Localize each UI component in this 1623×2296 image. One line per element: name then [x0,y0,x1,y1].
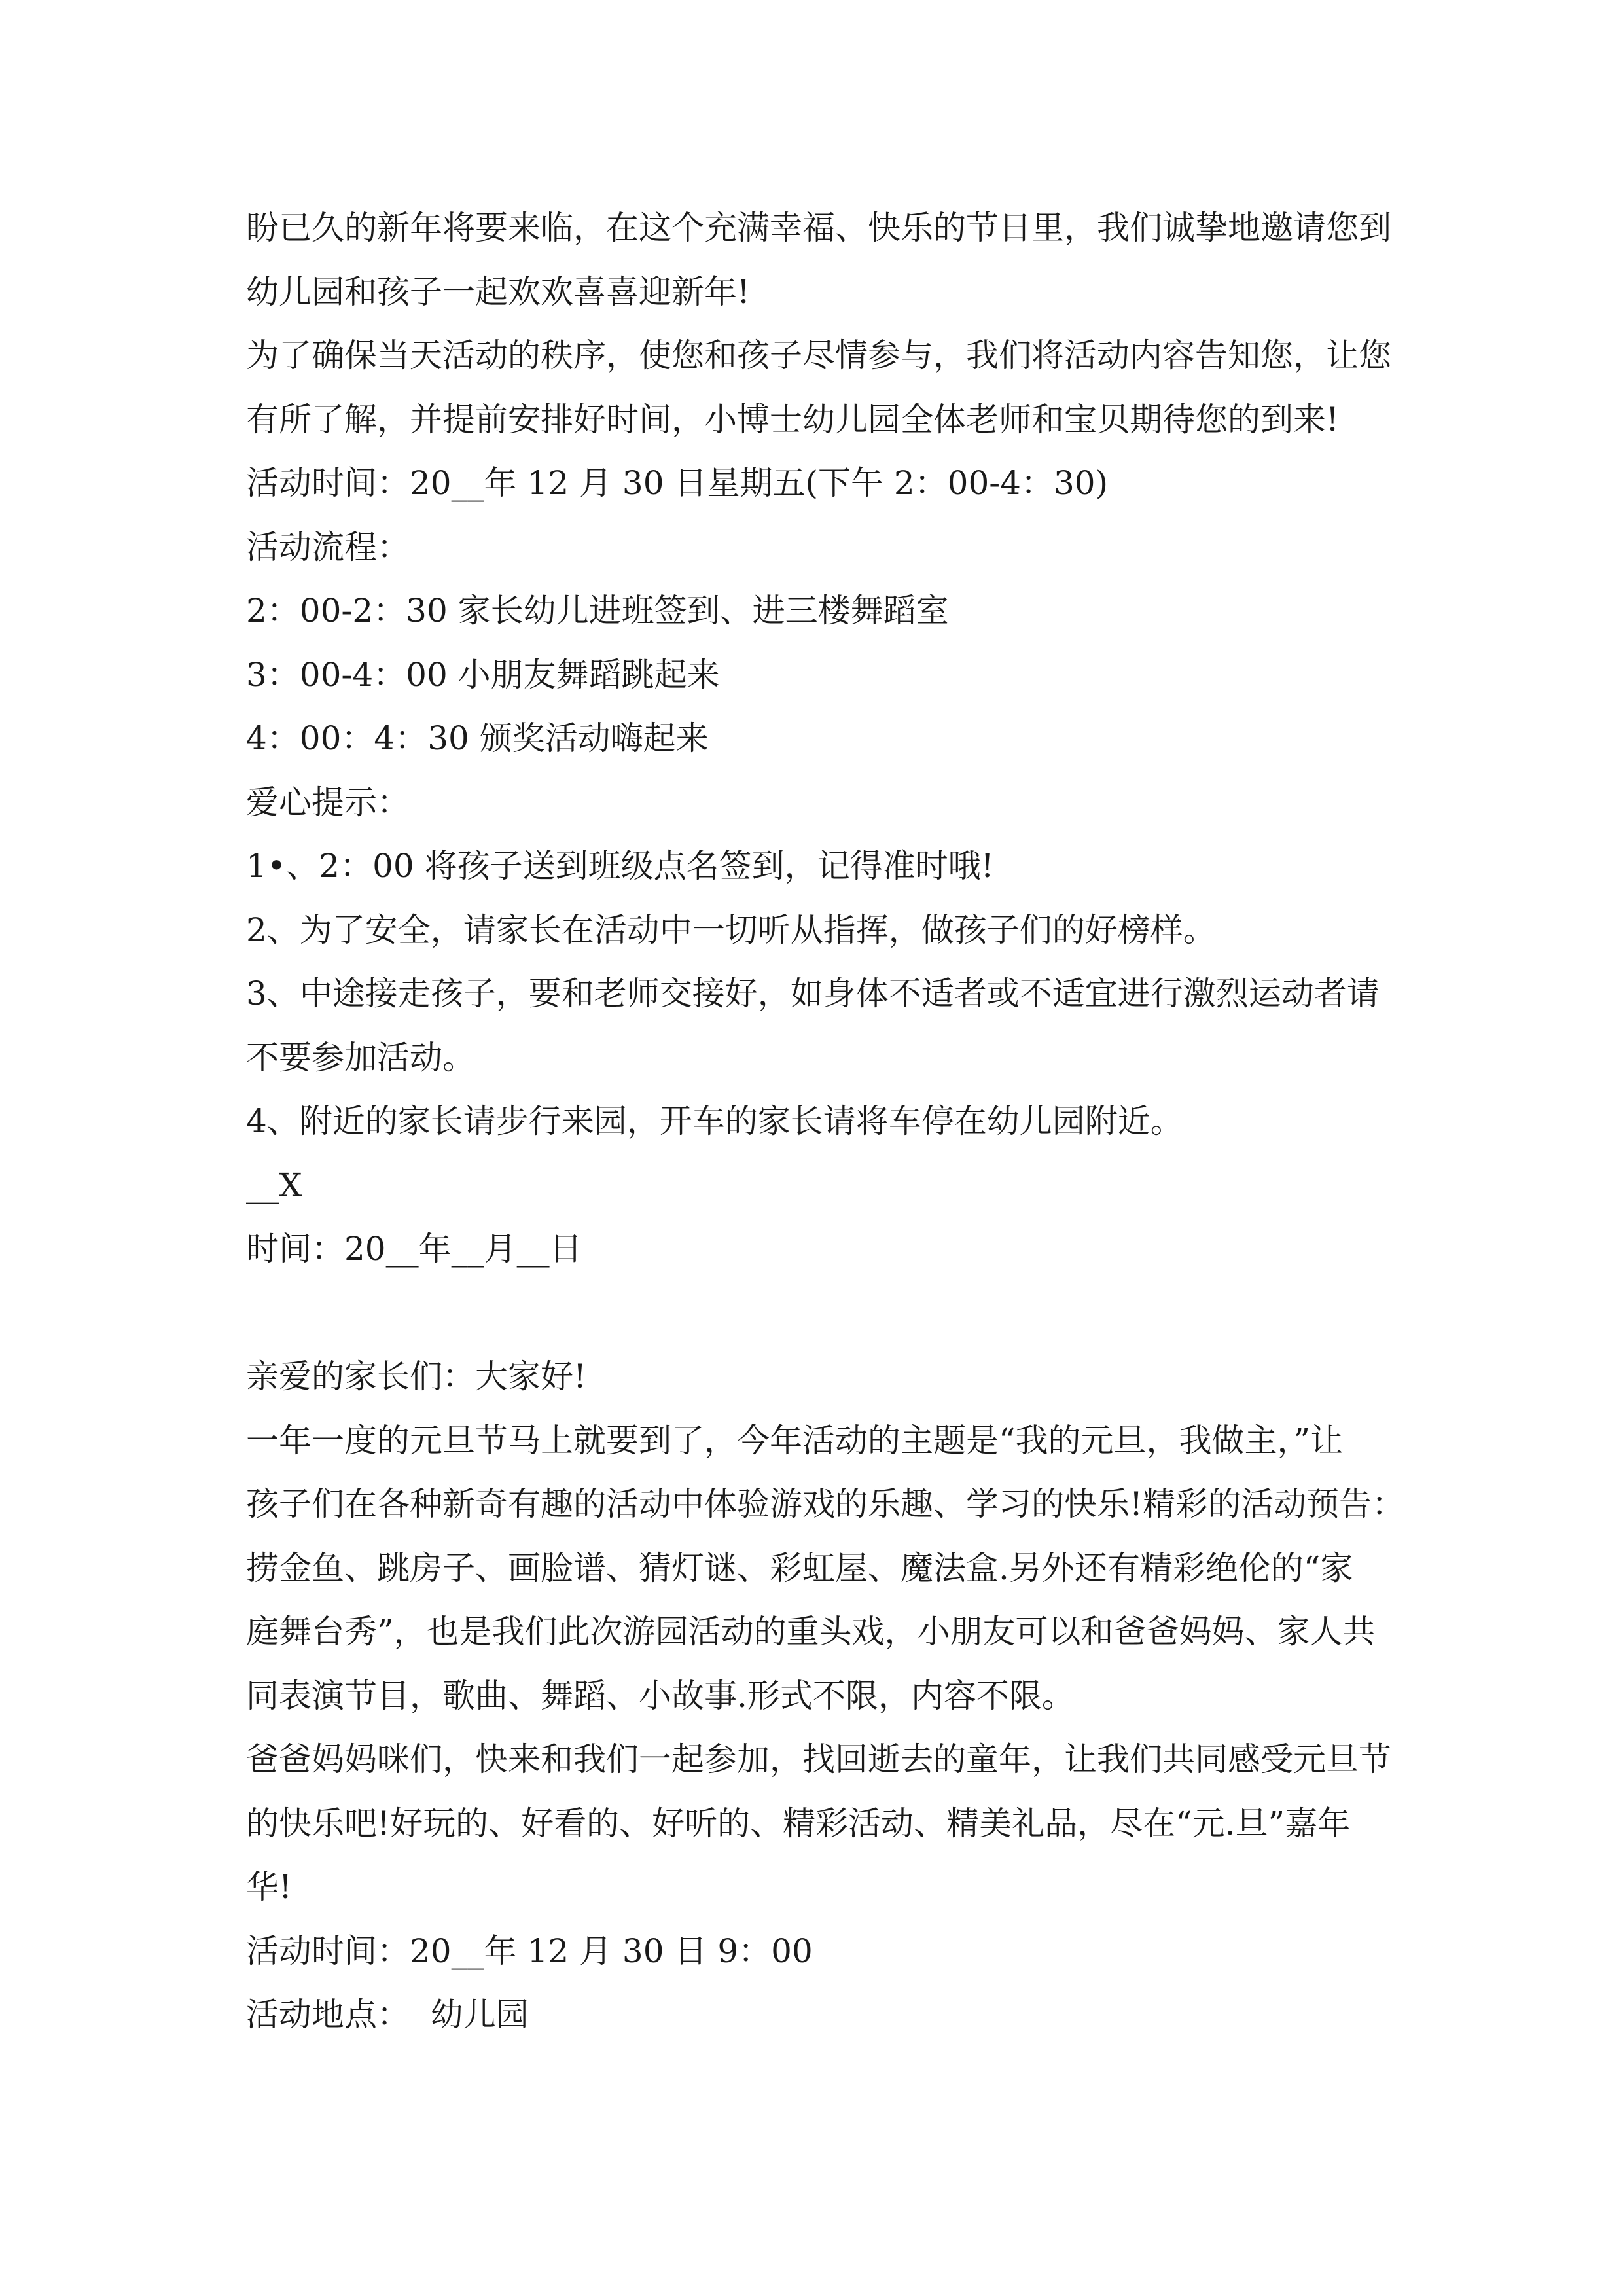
paragraph-line: 孩子们在各种新奇有趣的活动中体验游戏的乐趣、学习的快乐!精彩的活动预告： [246,1485,1405,1523]
paragraph-line: 同表演节目，歌曲、舞蹈、小故事.形式不限，内容不限。 [246,1676,1075,1715]
activity-time-line: 活动时间：20__年 12 月 30 日星期五(下午 2：00-4：30) [246,464,1109,502]
tip-item: 2、为了安全，请家长在活动中一切听从指挥，做孩子们的好榜样。 [246,910,1216,949]
paragraph-line: 庭舞台秀”，也是我们此次游园活动的重头戏，小朋友可以和爸爸妈妈、家人共 [246,1613,1376,1651]
paragraph-line: 幼儿园和孩子一起欢欢喜喜迎新年! [246,272,751,311]
greeting-line: 亲爱的家长们：大家好! [246,1357,587,1395]
section-gap [246,1282,1385,1346]
schedule-item: 3：00-4：00 小朋友舞蹈跳起来 [246,655,720,694]
tip-item: 3、中途接走孩子，要和老师交接好，如身体不适者或不适宜进行激烈运动者请 [246,975,1380,1013]
activity-time-line: 活动时间：20__年 12 月 30 日 9：00 [246,1931,813,1970]
tip-item: 1•、2：00 将孩子送到班级点名签到，记得准时哦! [246,847,994,885]
paragraph-line: 为了确保当天活动的秩序，使您和孩子尽情参与，我们将活动内容告知您，让您 [246,336,1391,374]
paragraph-line: 一年一度的元旦节马上就要到了，今年活动的主题是“我的元旦，我做主，”让 [246,1421,1344,1460]
paragraph-line: 华! [246,1868,293,1906]
paragraph-line: 捞金鱼、跳房子、画脸谱、猜灯谜、彩虹屋、魔法盒.另外还有精彩绝伦的“家 [246,1549,1353,1587]
tip-item: 不要参加活动。 [246,1038,475,1077]
paragraph-line: 爸爸妈妈咪们，快来和我们一起参加，找回逝去的童年，让我们共同感受元旦节 [246,1740,1391,1778]
activity-location-line: 活动地点： 幼儿园 [246,1996,529,2034]
paragraph-line: 有所了解，并提前安排好时间，小博士幼儿园全体老师和宝贝期待您的到来! [246,400,1340,439]
heading-tips: 爱心提示： [246,783,410,821]
schedule-item: 4：00：4：30 颁奖活动嗨起来 [246,719,709,757]
signature-line: __X [246,1166,302,1204]
document-body [246,196,1405,2047]
paragraph-line: 的快乐吧!好玩的、好看的、好听的、精彩活动、精美礼品，尽在“元.旦”嘉年 [246,1804,1351,1842]
date-line: 时间：20__年__月__日 [246,1230,582,1268]
tip-item: 4、附近的家长请步行来园，开车的家长请将车停在幼儿园附近。 [246,1102,1183,1140]
schedule-item: 2：00-2：30 家长幼儿进班签到、进三楼舞蹈室 [246,592,949,630]
heading-activity-flow: 活动流程： [246,528,410,566]
paragraph-line: 盼已久的新年将要来临，在这个充满幸福、快乐的节日里，我们诚挚地邀请您到 [246,209,1391,247]
